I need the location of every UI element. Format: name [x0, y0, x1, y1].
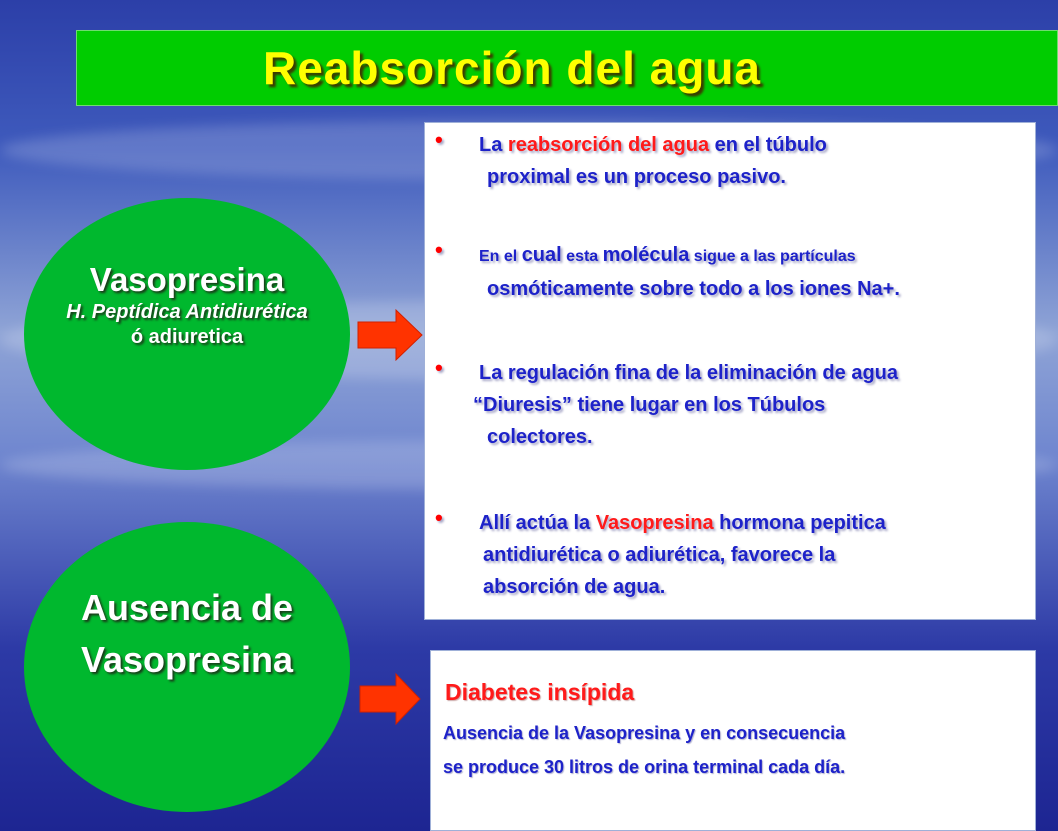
bullet-text: molécula — [602, 244, 690, 266]
bullet-text: Allí actúa la — [479, 512, 596, 534]
highlight-text: Vasopresina — [595, 512, 714, 534]
vasopresina-heading: Vasopresina — [89, 261, 285, 298]
bullet-text: antidiurética o adiurética, favorece la — [483, 544, 836, 566]
bullet-icon: • — [435, 127, 443, 152]
bullet-item — [435, 507, 886, 603]
bullet-text: osmóticamente sobre todo a los iones Na+. — [487, 278, 900, 300]
arrow-right-icon — [358, 672, 424, 726]
vasopresina-subtitle-2: ó adiuretica — [130, 325, 244, 348]
bullet-icon: • — [435, 237, 443, 262]
bullet-text: colectores. — [487, 426, 593, 448]
highlight-text: reabsorción del agua — [507, 134, 710, 156]
bullet-text: absorción de agua. — [483, 576, 666, 598]
slide-title: Reabsorción del agua — [262, 42, 761, 94]
reabsorption-info-panel — [424, 122, 1036, 620]
ausencia-line-1: Ausencia de — [80, 587, 294, 628]
diabetes-line-1: Ausencia de la Vasopresina y en consecuencia — [443, 723, 846, 743]
arrow-right-icon — [356, 308, 426, 362]
bullet-text: La regulación fina de la eliminación de agua — [479, 362, 898, 384]
diabetes-title: Diabetes insípida — [445, 679, 635, 705]
bullet-text: La — [479, 134, 508, 156]
ausencia-ellipse — [24, 522, 350, 812]
ausencia-line-2: Vasopresina — [80, 639, 294, 681]
bullet-text: cual — [521, 244, 562, 266]
vasopresina-ellipse — [24, 198, 350, 470]
bullet-text: hormona pepitica — [713, 512, 886, 534]
diabetes-line-2: se produce 30 litros de orina terminal cada día. — [443, 757, 846, 777]
bullet-text: en el túbulo — [709, 134, 827, 156]
bullet-icon: • — [435, 355, 443, 380]
bullet-text: “Diuresis” tiene lugar en los Túbulos — [473, 394, 826, 416]
title-banner — [76, 30, 1058, 106]
vasopresina-subtitle: H. Peptídica Antidiurética — [66, 300, 308, 323]
bullet-text: proximal es un proceso pasivo. — [487, 166, 786, 188]
bullet-item — [435, 239, 900, 305]
bullet-icon: • — [435, 505, 443, 530]
bullet-item — [435, 357, 898, 453]
bullet-text: En el — [479, 248, 522, 265]
bullet-item — [435, 129, 827, 193]
bullet-text: sigue a las partículas — [689, 248, 856, 265]
bullet-text: esta — [561, 248, 603, 265]
diabetes-info-panel — [430, 650, 1036, 831]
